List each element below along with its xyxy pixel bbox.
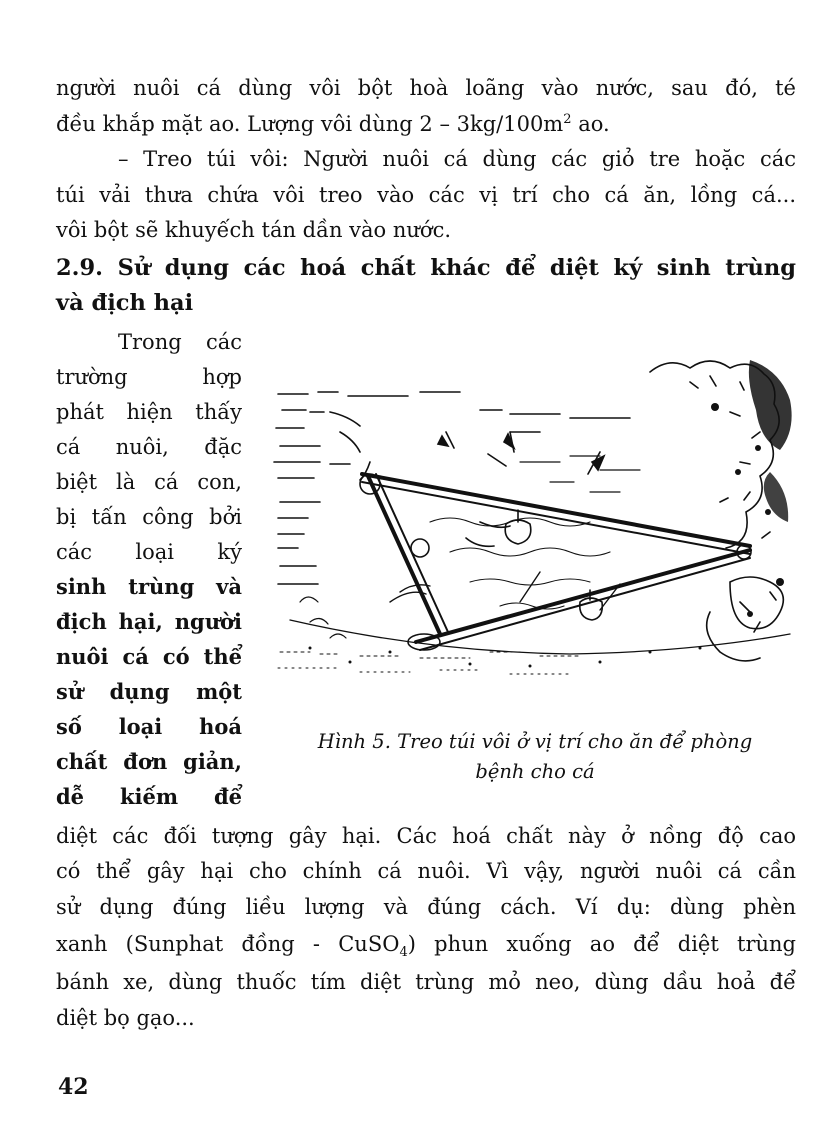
section-heading: và địch hại [56, 290, 194, 316]
paragraph-line: có thể gây hại cho chính cá nuôi. Vì vậy, người nuôi cá cần [56, 859, 796, 883]
paragraph-line [56, 107, 796, 141]
side-text-line: nuôi cá có thể [56, 644, 242, 669]
paragraph-line: diệt bọ gạo... [56, 1006, 195, 1030]
side-text-line: số loại hoá [56, 714, 242, 739]
side-text-line: trường hợp [56, 365, 242, 389]
section-heading: 2.9. Sử dụng các hoá chất khác để diệt ký sinh trùng [56, 255, 796, 281]
page-number: 42 [58, 1074, 89, 1100]
paragraph-line: diệt các đối tượng gây hại. Các hoá chất này ở nồng độ cao [56, 824, 796, 848]
superscript: 2 [563, 112, 572, 127]
figure-caption: bệnh cho cá [475, 760, 595, 783]
paragraph-line: – Treo túi vôi: Người nuôi cá dùng các giỏ tre hoặc các [118, 147, 796, 171]
figure-caption: Hình 5. Treo túi vôi ở vị trí cho ăn để phòng [317, 730, 753, 753]
paragraph-line [56, 927, 796, 961]
pond-feeding-frame-illustration [270, 352, 798, 692]
text-run: xanh (Sunphat đồng - CuSO [56, 932, 400, 956]
side-text-line: dễ kiếm để [56, 784, 242, 809]
paragraph-line: bánh xe, dùng thuốc tím diệt trùng mỏ neo, dùng dầu hoả để [56, 970, 796, 994]
side-text-line: sử dụng một [56, 679, 242, 704]
side-text-line: địch hại, người [56, 609, 242, 634]
side-text-line: phát hiện thấy [56, 400, 242, 424]
side-text-line: các loại ký [56, 540, 242, 564]
side-text-line: sinh trùng và [56, 574, 242, 599]
text-run: ) phun xuống ao để diệt trùng [407, 932, 796, 956]
paragraph-line: sử dụng đúng liều lượng và đúng cách. Ví dụ: dùng phèn [56, 895, 796, 919]
side-text-line: Trong các [118, 330, 242, 354]
paragraph-line: vôi bột sẽ khuyếch tán dần vào nước. [56, 218, 452, 242]
side-text-line: cá nuôi, đặc [56, 435, 242, 459]
text-run: ao. [571, 112, 610, 136]
paragraph-line: túi vải thưa chứa vôi treo vào các vị trí cho cá ăn, lồng cá... [56, 183, 796, 207]
side-text-line: biệt là cá con, [56, 470, 242, 494]
subscript: 4 [399, 945, 408, 961]
side-text-line: bị tấn công bởi [56, 505, 242, 529]
paragraph-line: người nuôi cá dùng vôi bột hoà loãng vào nước, sau đó, té [56, 76, 796, 100]
side-text-line: chất đơn giản, [56, 749, 242, 774]
text-run: đều khắp mặt ao. Lượng vôi dùng 2 – 3kg/100m [56, 112, 564, 136]
